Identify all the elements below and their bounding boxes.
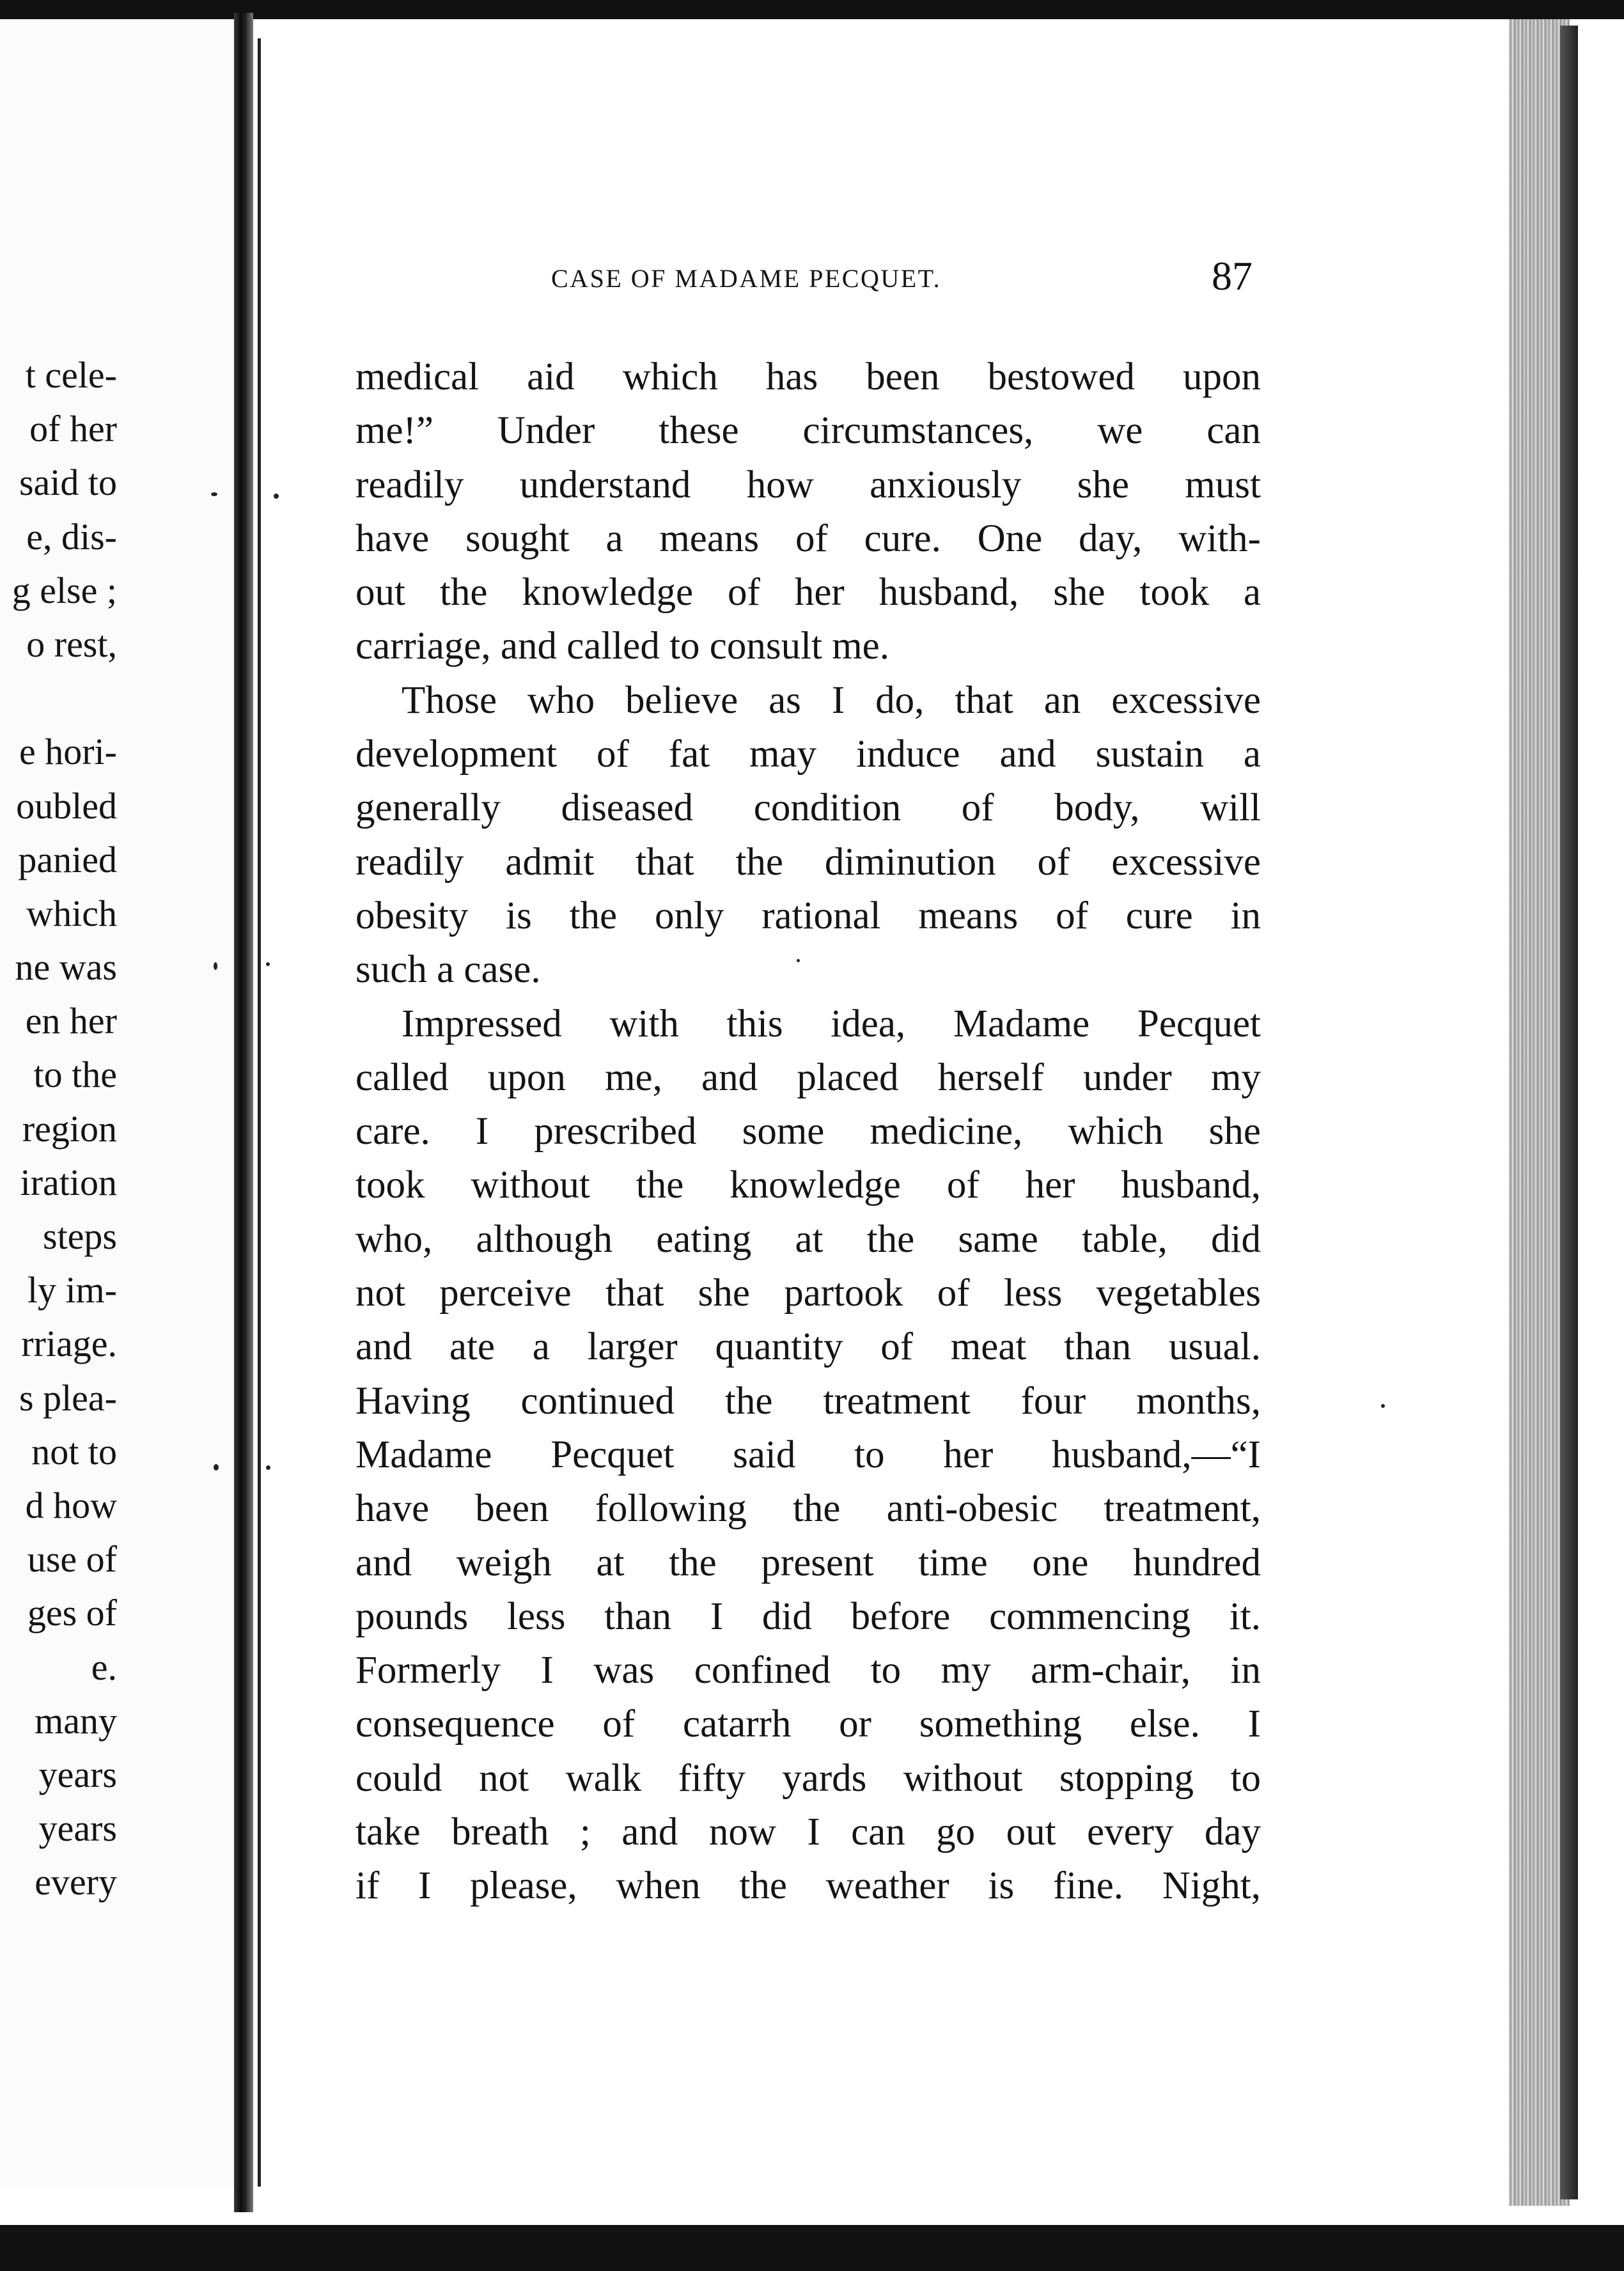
text-line: if I please, when the weather is fine. Night, (355, 1864, 1261, 1908)
left-page-line: e, dis- (26, 515, 117, 558)
running-head: CASE OF MADAME PECQUET. (551, 264, 942, 293)
left-page-line: o rest, (26, 623, 117, 665)
left-page-line: every (35, 1861, 117, 1903)
left-page-line: not to (31, 1430, 117, 1472)
left-page-line: en her (25, 1000, 117, 1042)
text-line: Having continued the treatment four months, (355, 1379, 1261, 1423)
text-line: have sought a means of cure. One day, with- (355, 517, 1261, 560)
text-line: Madame Pecquet said to her husband,—“I (355, 1433, 1261, 1476)
scan-speck (274, 494, 279, 499)
text-line: development of fat may induce and sustain a (355, 733, 1261, 776)
text-line: generally diseased condition of body, will (355, 786, 1261, 830)
text-line: took without the knowledge of her husband, (355, 1164, 1261, 1207)
left-page-line: t cele- (25, 354, 117, 396)
text-line: readily admit that the diminution of excessive (355, 840, 1261, 884)
scan-speck (1381, 1404, 1385, 1408)
left-page-line (12, 671, 117, 725)
left-page-line: ly im- (27, 1269, 117, 1311)
text-line: have been following the anti-obesic treatment, (355, 1487, 1261, 1531)
left-page-line: oubled (16, 784, 117, 827)
text-line: carriage, and called to consult me. (355, 625, 889, 668)
left-page-line: which (26, 892, 117, 934)
scan-speck (797, 959, 800, 962)
text-line: called upon me, and placed herself under my (355, 1056, 1261, 1099)
left-page-line: d how (25, 1484, 117, 1526)
left-page-line: iration (20, 1161, 117, 1203)
text-line: and weigh at the present time one hundred (355, 1541, 1261, 1584)
left-page-line: g else ; (12, 569, 117, 611)
left-page-line: steps (43, 1215, 117, 1257)
text-line: care. I prescribed some medicine, which she (355, 1110, 1261, 1153)
left-page-line: e. (91, 1646, 117, 1688)
left-page-line: of her (29, 408, 117, 450)
text-line: Formerly I was confined to my arm-chair, in (355, 1649, 1261, 1692)
left-page-line: to the (33, 1054, 117, 1096)
left-page-line: many (35, 1699, 117, 1742)
text-line: take breath ; and now I can go out every day (355, 1811, 1261, 1854)
text-line: Impressed with this idea, Madame Pecquet (402, 1002, 1261, 1045)
left-page-line: region (22, 1107, 117, 1150)
scan-speck (266, 962, 270, 966)
text-line: and ate a larger quantity of meat than usual. (355, 1325, 1261, 1369)
left-page-text (12, 348, 117, 1909)
left-page-line: e hori- (19, 731, 117, 773)
book-gutter (234, 13, 253, 2212)
text-line: out the knowledge of her husband, she took a (355, 571, 1261, 614)
body-text (355, 350, 1261, 1914)
left-page-line: panied (18, 838, 117, 880)
scan-speck (214, 962, 217, 970)
text-line: consequence of catarrh or something else. I (355, 1703, 1261, 1746)
page-block-shadow (1560, 26, 1578, 2199)
left-page-line: ne was (15, 946, 117, 988)
text-line: not perceive that she partook of less vegetables (355, 1272, 1261, 1315)
left-page-line: years (38, 1753, 117, 1795)
scan-speck (266, 1465, 270, 1470)
text-line: could not walk fifty yards without stopping to (355, 1756, 1261, 1800)
text-line: me!” Under these circumstances, we can (355, 409, 1261, 453)
page-number: 87 (1212, 253, 1253, 299)
left-page-line: use of (27, 1538, 117, 1580)
left-page-line: s plea- (19, 1377, 117, 1419)
left-page-line: rriage. (21, 1323, 117, 1365)
text-line: obesity is the only rational means of cure in (355, 894, 1261, 937)
scan-speck (211, 492, 217, 496)
text-line: pounds less than I did before commencing it. (355, 1595, 1261, 1638)
text-line: Those who believe as I do, that an excessive (402, 678, 1261, 722)
text-line: such a case. (355, 948, 541, 992)
text-line: who, although eating at the same table, did (355, 1217, 1261, 1261)
left-page-line: ges of (27, 1592, 117, 1634)
text-line: medical aid which has been bestowed upon (355, 355, 1261, 398)
text-line: readily understand how anxiously she must (355, 463, 1261, 506)
scan-speck (214, 1464, 219, 1471)
scan-border-bottom (0, 2225, 1624, 2271)
left-page-line: years (38, 1807, 117, 1850)
left-page-line: said to (19, 462, 117, 504)
